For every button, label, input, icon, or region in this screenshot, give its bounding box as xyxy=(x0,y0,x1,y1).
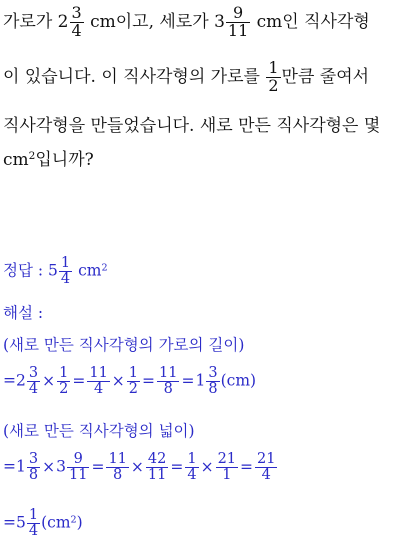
numerator: 1 xyxy=(268,58,279,77)
denominator: 11 xyxy=(68,467,88,484)
denominator: 4 xyxy=(60,271,71,288)
math-token: = xyxy=(3,371,16,390)
height-fraction xyxy=(226,5,250,40)
fraction xyxy=(255,452,277,483)
numerator: 9 xyxy=(67,452,89,468)
half-fraction xyxy=(266,60,280,95)
question-text: 이 있습니다. 이 직사각형의 가로를 xyxy=(3,66,266,87)
numerator: 1 xyxy=(59,365,69,381)
denominator: 8 xyxy=(163,381,173,398)
question-text: cm이고, 세로가 xyxy=(84,11,215,32)
numerator: 1 xyxy=(60,255,71,271)
operator: = xyxy=(91,457,105,476)
question-text: cm인 직사각형 xyxy=(251,11,370,32)
denominator: 11 xyxy=(227,20,249,40)
answer-whole: 5 xyxy=(48,261,58,280)
step2-title: (새로 만든 직사각형의 넓이) xyxy=(3,422,195,440)
numerator: 11 xyxy=(89,365,108,381)
fraction xyxy=(146,452,168,483)
math-token: 1 xyxy=(195,371,206,390)
denominator: 2 xyxy=(128,381,139,398)
fraction xyxy=(185,452,198,483)
fraction xyxy=(106,452,128,483)
unit-exponent: 2 xyxy=(70,514,77,526)
operator: × xyxy=(200,457,214,476)
denominator: 2 xyxy=(268,75,279,95)
denominator: 11 xyxy=(147,467,167,484)
length-unit: (cm) xyxy=(220,371,257,390)
denominator: 4 xyxy=(93,381,104,398)
numerator: 3 xyxy=(28,451,39,467)
operator: = xyxy=(72,371,86,390)
answer-unit: cm xyxy=(73,261,102,280)
question-line-1 xyxy=(3,5,370,40)
area-unit: (cm xyxy=(41,513,71,532)
numerator: 3 xyxy=(71,3,82,22)
math-token: = xyxy=(3,457,16,476)
answer-exponent: 2 xyxy=(101,262,108,274)
math-token: = xyxy=(3,513,16,532)
step1-title: (새로 만든 직사각형의 가로의 길이) xyxy=(3,336,245,354)
width-fraction xyxy=(70,5,84,40)
numerator: 42 xyxy=(147,451,167,467)
question-text: 입니까? xyxy=(35,150,94,170)
question-text: 만큼 줄여서 xyxy=(281,66,370,87)
denominator: 8 xyxy=(208,381,218,398)
answer-fraction xyxy=(59,256,72,287)
denominator: 8 xyxy=(28,467,39,484)
unit-exponent: 2 xyxy=(28,150,36,163)
fraction xyxy=(87,366,109,397)
operator: × xyxy=(42,371,56,390)
question-line-3: 직사각형을 만들었습니다. 새로 만든 직사각형은 몇 xyxy=(3,116,381,136)
denominator: 8 xyxy=(113,467,123,484)
fraction xyxy=(27,452,40,483)
operator: = xyxy=(170,457,184,476)
answer-line xyxy=(3,256,108,287)
width-whole: 2 xyxy=(57,11,69,32)
step1-equation xyxy=(3,366,256,397)
fraction xyxy=(216,452,238,483)
operator: = xyxy=(240,457,254,476)
numerator: 1 xyxy=(28,507,39,523)
denominator: 4 xyxy=(187,467,197,484)
numerator: 11 xyxy=(108,451,127,467)
numerator: 1 xyxy=(128,365,139,381)
operator: = xyxy=(142,371,156,390)
numerator: 11 xyxy=(159,365,178,381)
fraction xyxy=(27,366,40,397)
denominator: 4 xyxy=(28,523,39,540)
step3-equation xyxy=(3,508,83,539)
fraction xyxy=(127,366,140,397)
denominator: 2 xyxy=(59,381,69,398)
numerator: 3 xyxy=(208,365,218,381)
denominator: 4 xyxy=(261,467,271,484)
fraction xyxy=(27,508,40,539)
fraction xyxy=(57,366,70,397)
question-line-2 xyxy=(3,60,369,95)
operator: = xyxy=(181,371,195,390)
numerator: 21 xyxy=(217,451,237,467)
area-unit: cm xyxy=(3,150,29,170)
fraction xyxy=(206,366,219,397)
height-whole: 3 xyxy=(214,11,225,32)
operator: × xyxy=(130,457,144,476)
denominator: 4 xyxy=(28,381,39,398)
operator: × xyxy=(42,457,56,476)
fraction xyxy=(67,452,89,483)
question-text: 가로가 xyxy=(3,11,58,32)
numerator: 21 xyxy=(257,451,276,467)
numerator: 3 xyxy=(28,365,39,381)
math-token: 1 xyxy=(16,457,26,476)
solution-label: 해설 : xyxy=(3,304,44,322)
numerator: 1 xyxy=(187,451,197,467)
math-token: ) xyxy=(76,513,83,532)
denominator: 4 xyxy=(71,20,82,40)
math-token: 2 xyxy=(16,371,26,390)
operator: × xyxy=(111,371,125,390)
step2-equation xyxy=(3,452,278,483)
numerator: 9 xyxy=(226,5,250,23)
question-line-4 xyxy=(3,152,94,169)
answer-label: 정답 : xyxy=(3,261,49,280)
fraction xyxy=(157,366,179,397)
math-token: 5 xyxy=(16,513,26,532)
math-token: 3 xyxy=(56,457,66,476)
denominator: 1 xyxy=(222,467,232,484)
